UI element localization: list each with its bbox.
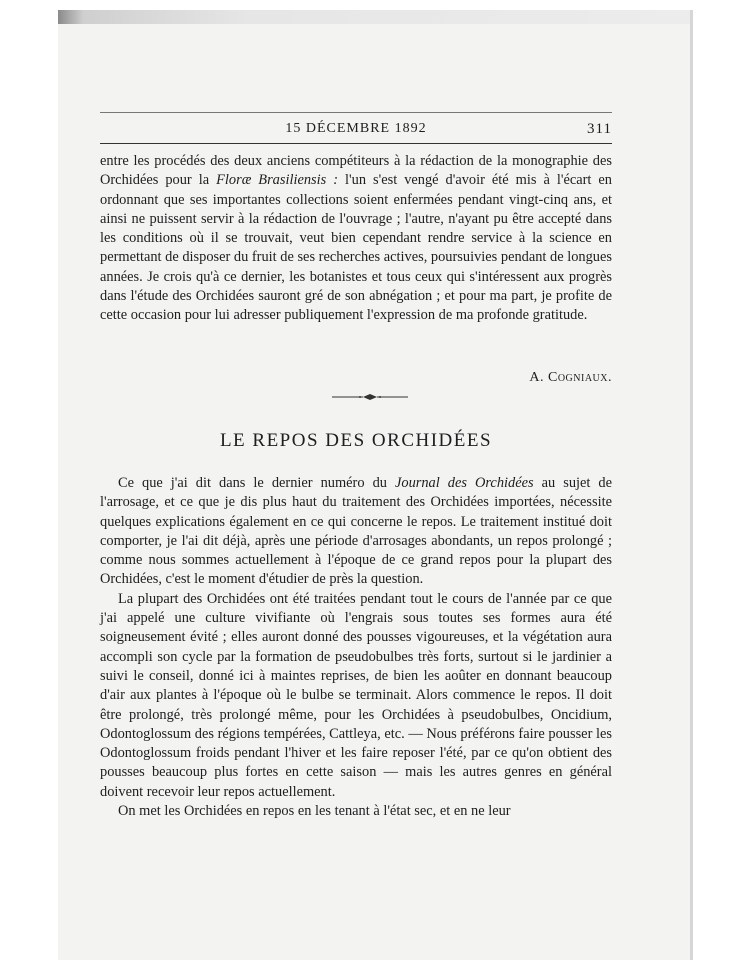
paragraph-4: On met les Orchidées en repos en les tenant à l'état sec, et en ne leur [118,803,511,820]
paragraph-1-text-a: entre les procédés des deux anciens compétiteurs à la rédaction de la monographie des Orchidées pour la [100,153,612,189]
article-body [100,474,612,821]
paragraph-2-text-b: au sujet de l'arrosage, et ce que je dis plus haut du traitement des Orchidées importées, nécessite quelques explications également en ce qui concerne le repos. Le traitement institué doit comporter, je l'ai dit déjà, après une période d'arrosages abondants, un repos prolongé ; comme nous sommes actuellement à l'époque de ce grand repos pour la plupart des Orchidées, c'est le moment d'étudier de près la question. [100,475,613,588]
header-date: 15 DÉCEMBRE 1892 [285,121,427,136]
paragraph-1-italic: Floræ Brasiliensis : [216,172,339,189]
running-header [100,112,612,144]
page-number: 311 [587,121,612,137]
paragraph-2 [100,474,612,590]
journal-title-italic: Journal des Orchidées [394,475,534,491]
author-signature: A. Cogniaux. [529,370,612,385]
paragraph-2-text-a: Ce que j'ai dit dans le dernier numéro du [118,475,395,491]
section-title: LE REPOS DES ORCHIDÉES [219,430,493,451]
scan-edge-shadow [58,10,690,24]
paragraph-1-text-b: l'un s'est vengé d'avoir été mis à l'écart en ordonnant que ses importantes collections soient enfermées pendant vingt-cinq ans, et ainsi ne puissent servir à la rédaction de l'ouvrage ; l'autre, n'ayant pu être accepté dans les conditions où il se trouvait, veut bien cependant rendre service à la science en permettant de disposer du fruit de ses recherches actives, poursuivies pendant de longues années. Je crois qu'à ce dernier, les botanistes et tous ceux qui s'intéressent aux progrès dans l'étude des Orchidées sauront gré de son abnégation ; et pour ma part, je profite de cette occasion pour lui adresser publiquement l'expression de ma profonde gratitude. [100,172,612,324]
paragraph-1 [100,152,612,326]
section-divider-ornament [330,392,410,402]
paragraph-3: La plupart des Orchidées ont été traitées pendant tout le cours de l'année par ce que j'ai appelé une culture vivifiante où l'engrais sous toutes ses formes aura été soigneusement évité ; elles auront donné des pousses vigoureuses, et la végétation aura accompli son cycle par la formation de pseudobulbes très forts, surtout si le jardinier a suivi le conseil, donné ici à maintes reprises, de bien les aoûter en donnant beaucoup d'air aux plantes à l'époque où le bulbe se terminait. Alors commence le repos. Il doit être prolongé, très prolongé même, pour les Orchidées à pseudobulbes, Oncidium, Odontoglossum des régions tempérées, Cattleya, etc. — Nous préférons faire pousser les Odontoglossum froids pendant l'hiver et les faire reposer l'été, par ce qu'on obtient des pousses beaucoup plus fortes en cette saison — mais les autres genres en général doivent recevoir leur repos actuellement. [100,590,612,800]
scan-edge-right [690,10,693,960]
